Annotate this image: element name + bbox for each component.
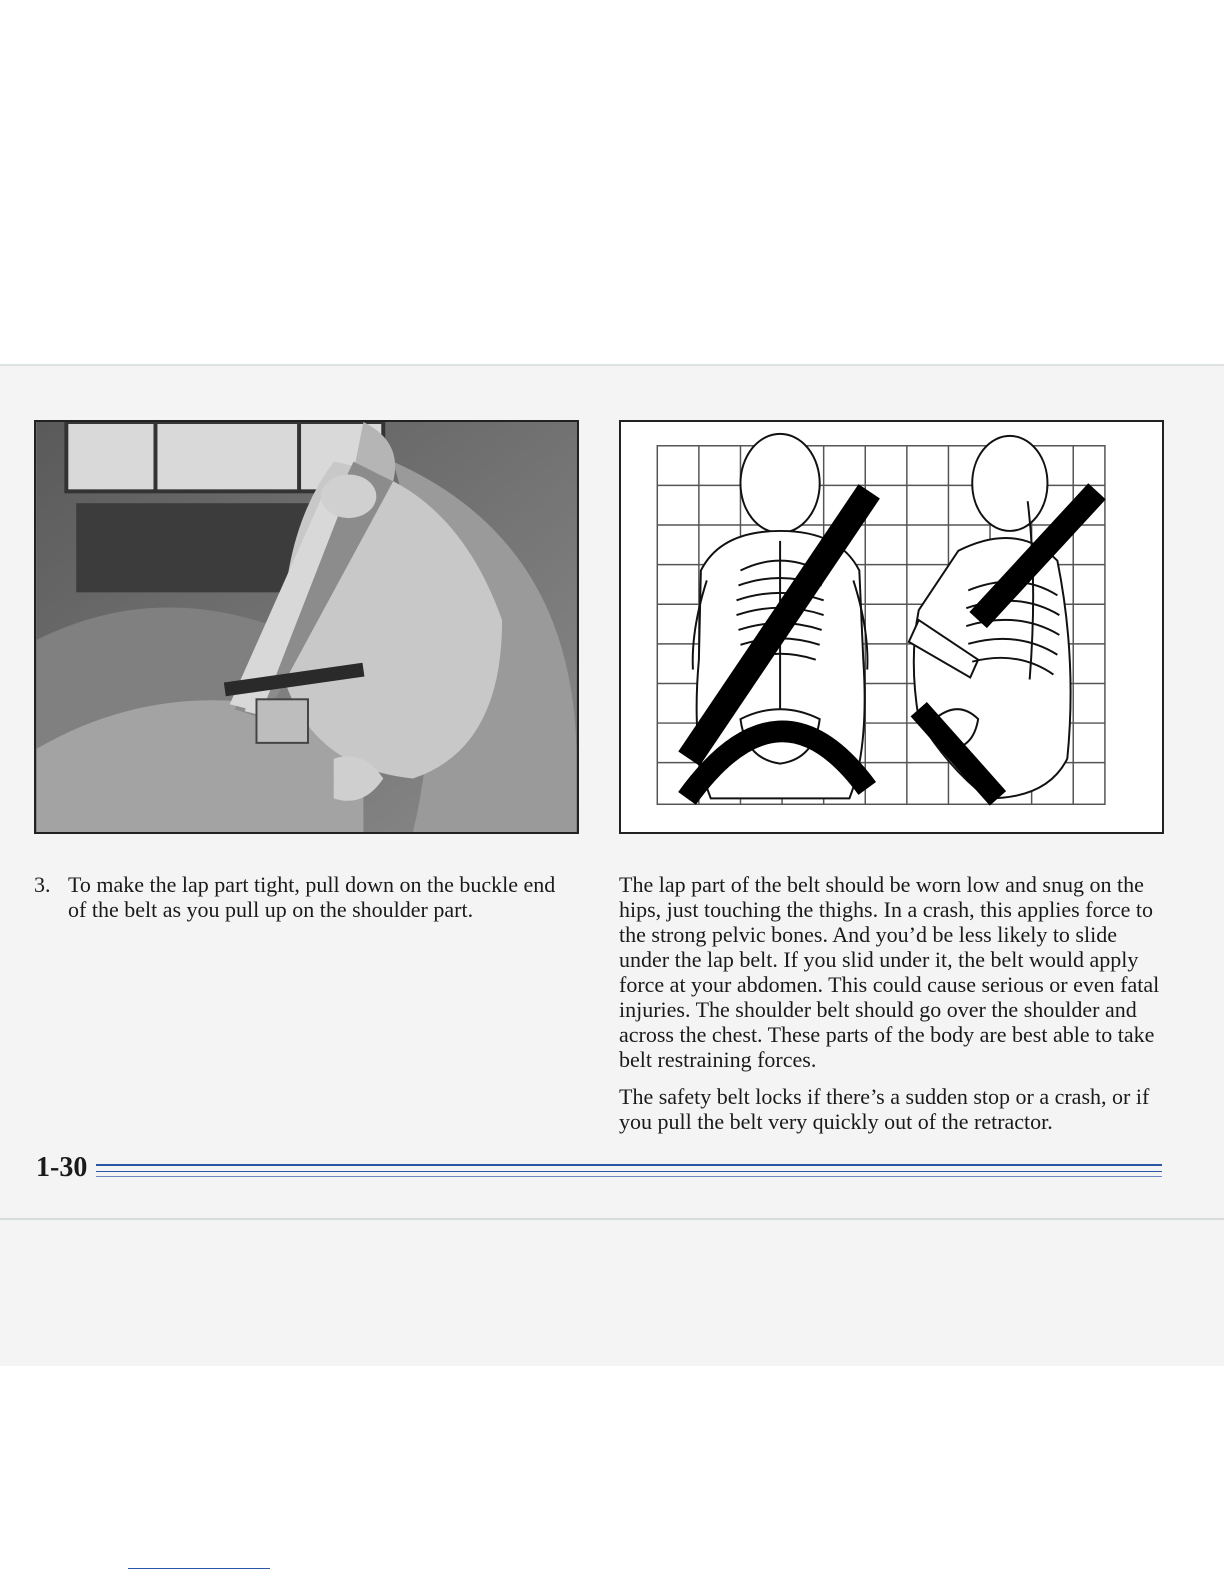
footer-rule-light (96, 1176, 1162, 1177)
instruction-step-3 (34, 872, 574, 922)
step-text: To make the lap part tight, pull down on the buckle end of the belt as you pull up on the shoulder part. (68, 872, 556, 922)
bottom-footnote-rule (128, 1568, 270, 1569)
seated-person-drawing (36, 422, 577, 832)
footer-rule (96, 1164, 1162, 1166)
lap-belt-paragraph: The lap part of the belt should be worn low and snug on the hips, just touching the thighs. In a crash, this applies force to the strong pelvic bones. And you’d be less likely to slide under the lap belt. If you slid under it, the belt would apply force at your abdomen. This could cause serious or even fatal injuries. The shoulder belt should go over the shoulder and across the chest. These parts of the body are best able to take belt restraining forces. (619, 872, 1160, 1072)
page-number: 1-30 (36, 1152, 88, 1183)
skeleton-grid-drawing (621, 422, 1162, 832)
belt-tightening-illustration (34, 420, 579, 834)
band-divider (0, 1218, 1224, 1220)
belt-placement-skeleton-diagram (619, 420, 1164, 834)
step-number: 3. (34, 872, 51, 897)
footer-rule-thin (96, 1171, 1162, 1172)
belt-lock-paragraph: The safety belt locks if there’s a sudden stop or a crash, or if you pull the belt very quickly out of the retractor. (619, 1084, 1150, 1134)
